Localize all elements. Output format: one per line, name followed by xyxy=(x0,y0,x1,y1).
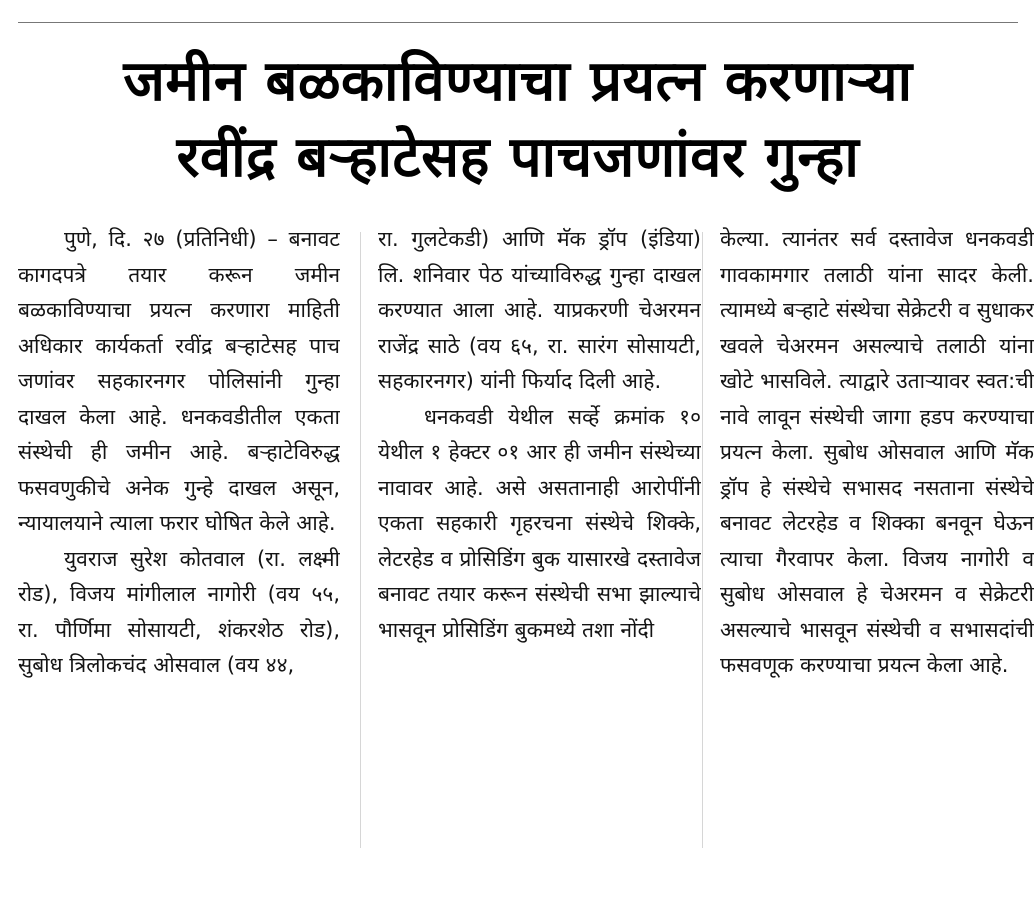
article-paragraph: पुणे, दि. २७ (प्रतिनिधी) – बनावट कागदपत्रे तयार करून जमीन बळकाविण्याचा प्रयत्न करणारा माहिती अधिकार कार्यकर्ता रवींद्र बऱ्हाटेसह पाच जणांवर सहकारनगर पोलिसांनी गुन्हा दाखल केला आहे. धनकवडीतील एकता संस्थेची ही जमीन आहे. बऱ्हाटेविरुद्ध फसवणुकीचे अनेक गुन्हे दाखल असून, न्यायालयाने त्याला फरार घोषित केले आहे. xyxy=(18,227,340,535)
article-column-1 xyxy=(18,222,340,872)
article-body xyxy=(18,222,1034,872)
article-column-2 xyxy=(378,222,701,872)
column-divider xyxy=(702,232,703,848)
article-column-3 xyxy=(720,222,1034,872)
article-paragraph: रा. गुलटेकडी) आणि मॅक ड्रॉप (इंडिया) लि. शनिवार पेठ यांच्याविरुद्ध गुन्हा दाखल करण्यात आला आहे. याप्रकरणी चेअरमन राजेंद्र साठे (वय ६५, रा. सारंग सोसायटी, सहकारनगर) यांनी फिर्याद दिली आहे. xyxy=(378,227,701,393)
article-paragraph: युवराज सुरेश कोतवाल (रा. लक्ष्मी रोड), विजय मांगीलाल नागोरी (वय ५५, रा. पौर्णिमा सोसायटी, शंकरशेठ रोड), सुबोध त्रिलोकचंद ओसवाल (वय ४४, xyxy=(18,546,340,677)
article-paragraph: केल्या. त्यानंतर सर्व दस्तावेज धनकवडी गावकामगार तलाठी यांना सादर केली. त्यामध्ये बऱ्हाटे संस्थेचा सेक्रेटरी व सुधाकर खवले चेअरमन असल्याचे तलाठी यांना खोटे भासविले. त्याद्वारे उताऱ्यावर स्वत:ची नावे लावून संस्थेची जागा हडप करण्याचा प्रयत्न केला. सुबोध ओसवाल आणि मॅक ड्रॉप हे संस्थेचे सभासद नसताना संस्थेचे बनावट लेटरहेड व शिक्का बनवून घेऊन त्याचा गैरवापर केला. विजय नागोरी व सुबोध ओसवाल हे चेअरमन व सेक्रेटरी असल्याचे भासवून संस्थेची व सभासदांची फसवणूक करण्याचा प्रयत्न केला आहे. xyxy=(720,227,1034,677)
column-divider xyxy=(360,232,361,848)
headline-line-2: रवींद्र बऱ्हाटेसह पाचजणांवर गुन्हा xyxy=(176,125,860,190)
article-paragraph: धनकवडी येथील सर्व्हे क्रमांक १० येथील १ हेक्टर ०१ आर ही जमीन संस्थेच्या नावावर आहे. असे असतानाही आरोपींनी एकता सहकारी गृहरचना संस्थेचे शिक्के, लेटरहेड व प्रोसिडिंग बुक यासारखे दस्तावेज बनावट तयार करून संस्थेची सभा झाल्याचे भासवून प्रोसिडिंग बुकमध्ये तशा नोंदी xyxy=(378,404,701,642)
top-rule xyxy=(18,22,1018,23)
headline-line-1: जमीन बळकाविण्याचा प्रयत्न करणाऱ्या xyxy=(123,49,913,114)
headline xyxy=(0,44,1036,196)
